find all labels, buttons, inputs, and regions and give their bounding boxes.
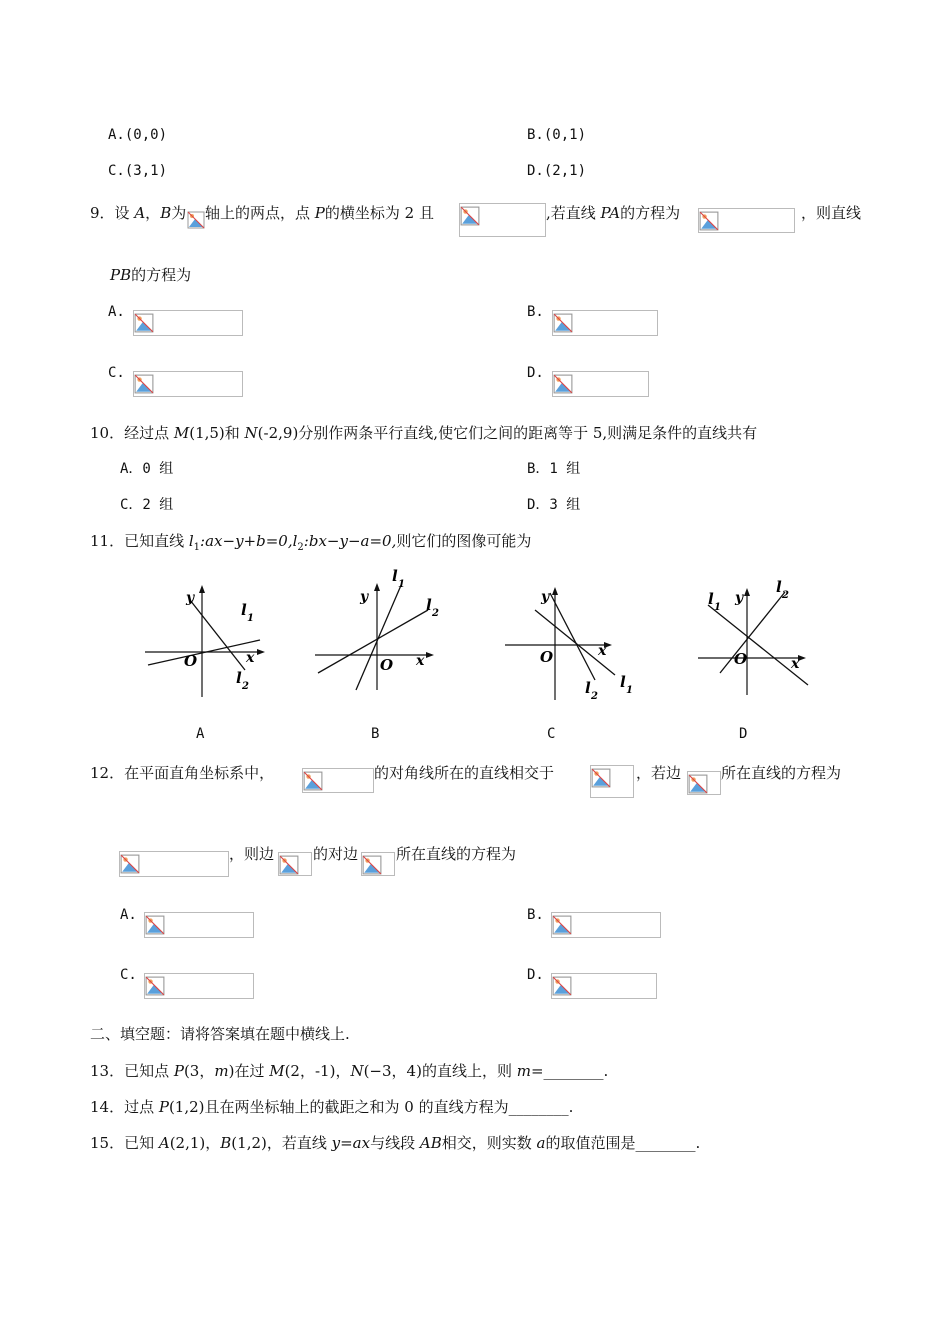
broken-image-box: [119, 851, 229, 877]
q12-line2b: 的对边: [313, 845, 359, 863]
q15-text: 与线段: [370, 1134, 420, 1152]
q9-option-c-label: C.: [108, 365, 125, 381]
question-number: 9．: [90, 204, 115, 222]
q10-option-a: A．0 组: [120, 461, 174, 477]
q9-text: ,若直线: [546, 204, 601, 222]
q9-text: 为: [171, 204, 187, 222]
q9-line1b: [205, 203, 434, 223]
option-label: C.: [108, 163, 125, 179]
l2-label: l: [585, 679, 591, 697]
var-m: M: [173, 424, 190, 442]
x-label: x: [246, 650, 255, 666]
q11-text: 11．已知直线: [90, 532, 189, 550]
broken-image-box: [302, 768, 374, 793]
q13-blank: =________.: [530, 1062, 609, 1080]
q9-text: ，: [145, 204, 161, 222]
var-l1: l: [188, 532, 194, 550]
q15-text: 相交，则实数: [441, 1134, 537, 1152]
figure-caption-d: D: [739, 726, 748, 742]
var-n: N: [244, 424, 258, 442]
var-m: m: [214, 1062, 229, 1080]
var-b: B: [160, 204, 172, 222]
q10-option-b: B．1 组: [527, 461, 581, 477]
q13: [90, 1061, 608, 1081]
equation: y=ax: [331, 1134, 371, 1152]
q12-option-a-image: [144, 912, 254, 938]
option-value: (0,0): [124, 127, 168, 143]
y-label: y: [541, 589, 550, 605]
l1-label: l: [620, 673, 626, 691]
var-ab: AB: [419, 1134, 442, 1152]
l2-sub: 2: [432, 608, 439, 619]
var-m: m: [516, 1062, 531, 1080]
figure-caption-a: A: [196, 726, 205, 742]
origin-label: O: [734, 650, 748, 668]
question-number: 12．: [90, 764, 125, 782]
option-value: (2,1): [543, 163, 587, 179]
q9-line1d: ，则直线: [801, 204, 862, 222]
broken-image-box: [361, 852, 395, 876]
q13-text: 13．已知点: [90, 1062, 174, 1080]
q10-text: (-2,9)分别作两条平行直线,使它们之间的距离等于 5,则满足条件的直线共有: [257, 424, 758, 442]
x-label: x: [791, 656, 800, 672]
q13-text: (−3，4)的直线上，则: [363, 1062, 517, 1080]
q9-option-b-image: [552, 310, 658, 336]
q15-text: (2,1)，: [169, 1134, 221, 1152]
figure-caption-b: B: [371, 726, 380, 742]
q8-option-a: [108, 125, 167, 145]
equation-l2: :bx−y−a=0,: [303, 532, 397, 550]
x-label: x: [598, 643, 607, 659]
q8-option-d: [527, 161, 586, 181]
q9-text: 的横坐标为 2 且: [324, 204, 434, 222]
q12-line1c: ，若边: [636, 764, 682, 782]
l1-sub: 1: [247, 613, 254, 624]
q14: [90, 1097, 573, 1117]
l1-label: l: [241, 601, 247, 619]
var-l2: l: [292, 532, 298, 550]
q12-option-a-label: A.: [120, 907, 137, 923]
figure-caption-c: C: [547, 726, 556, 742]
q9-text: 设: [114, 204, 135, 222]
q9-option-d-label: D.: [527, 365, 544, 381]
graph-figure-a: [140, 575, 270, 709]
q12-option-b-label: B.: [527, 907, 544, 923]
q15-text: (1,2)，若直线: [231, 1134, 332, 1152]
y-label: y: [360, 589, 369, 605]
q12-line2a: ，则边: [229, 845, 275, 863]
q9-text: 的方程为: [131, 266, 192, 284]
q12-option-c-image: [144, 973, 254, 999]
l2-sub: 2: [782, 590, 789, 601]
origin-label: O: [380, 656, 394, 674]
q15-text: 的取值范围是________.: [545, 1134, 701, 1152]
q9-option-b-label: B.: [527, 304, 544, 320]
broken-image-box: [698, 208, 795, 233]
q9-option-c-image: [133, 371, 243, 397]
option-value: (3,1): [124, 163, 168, 179]
broken-image-box: [278, 852, 312, 876]
option-value: (0,1): [543, 127, 587, 143]
q12-option-c-label: C.: [120, 967, 137, 983]
equation-l1: :ax−y+b=0,: [200, 532, 293, 550]
l2-sub: 2: [591, 691, 598, 702]
var-mpoint: M: [269, 1062, 285, 1080]
q9-option-a-image: [133, 310, 243, 336]
q13-text: (3，: [183, 1062, 215, 1080]
var-b: B: [220, 1134, 232, 1152]
q15: [90, 1133, 700, 1153]
broken-image-box: [687, 771, 721, 795]
var-pb: PB: [110, 266, 132, 284]
subscript: 1: [193, 542, 201, 553]
q11-text: 则它们的图像可能为: [396, 532, 532, 550]
q10-option-c: C．2 组: [120, 497, 174, 513]
q12-line1a: [90, 763, 274, 783]
broken-image-icon: [187, 209, 205, 229]
q10-text: (1,5)和: [189, 424, 245, 442]
var-a-lower: a: [536, 1134, 546, 1152]
section-heading: 二、填空题：请将答案填在题中横线上.: [90, 1025, 350, 1043]
q9-text: 轴上的两点，点: [205, 204, 315, 222]
q12-option-b-image: [551, 912, 661, 938]
line-l2: [190, 600, 245, 670]
q9-text: 的方程为: [620, 204, 681, 222]
option-label: A.: [108, 127, 125, 143]
q12-line2c: 所在直线的方程为: [396, 845, 517, 863]
l1-sub: 1: [626, 685, 633, 696]
l1-label: l: [392, 567, 398, 585]
graph-figure-d: [690, 570, 820, 704]
q10-text: 10．经过点: [90, 424, 174, 442]
var-a: A: [158, 1134, 170, 1152]
q13-text: )在过: [228, 1062, 270, 1080]
l2-sub: 2: [242, 681, 249, 692]
x-label: x: [416, 653, 425, 669]
y-label: y: [735, 590, 744, 606]
q11-stem: [90, 531, 531, 558]
q15-text: 15．已知: [90, 1134, 159, 1152]
q12-line1d: 所在直线的方程为: [721, 764, 842, 782]
var-p: P: [158, 1098, 169, 1116]
origin-label: O: [184, 652, 198, 670]
var-a: A: [134, 204, 146, 222]
q12-line1b: 的对角线所在的直线相交于: [374, 764, 555, 782]
q12-option-d-label: D.: [527, 967, 544, 983]
q9-line2: [110, 265, 191, 285]
q10-option-d: D．3 组: [527, 497, 581, 513]
option-label: B.: [527, 127, 544, 143]
option-label: D.: [527, 163, 544, 179]
q12-text: 在平面直角坐标系中，: [124, 764, 275, 782]
q14-text: (1,2)且在两坐标轴上的截距之和为 0 的直线方程为________.: [168, 1098, 574, 1116]
broken-image-box: [459, 203, 546, 237]
var-p: P: [314, 204, 325, 222]
q9-line1c: [546, 203, 680, 223]
q10-stem: [90, 423, 757, 443]
graph-figure-c: [500, 575, 640, 709]
origin-label: O: [540, 648, 554, 666]
q9-option-d-image: [552, 371, 649, 397]
q8-option-b: [527, 125, 586, 145]
l1-sub: 1: [398, 579, 405, 590]
broken-image-box: [590, 765, 634, 798]
subscript: 2: [297, 542, 304, 553]
l2-label: l: [776, 578, 782, 596]
q12-option-d-image: [551, 973, 657, 999]
var-pa: PA: [600, 204, 621, 222]
q9-line1: [90, 203, 186, 223]
y-label: y: [186, 590, 195, 606]
l2-label: l: [426, 596, 432, 614]
var-n: N: [350, 1062, 364, 1080]
l1-sub: 1: [714, 602, 721, 613]
var-p: P: [173, 1062, 184, 1080]
q9-option-a-label: A.: [108, 304, 125, 320]
q14-text: 14．过点: [90, 1098, 159, 1116]
l2-label: l: [236, 669, 242, 687]
q13-text: (2，-1)，: [284, 1062, 351, 1080]
q8-option-c: [108, 161, 167, 181]
l1-label: l: [708, 590, 714, 608]
graph-figure-b: [310, 565, 450, 699]
